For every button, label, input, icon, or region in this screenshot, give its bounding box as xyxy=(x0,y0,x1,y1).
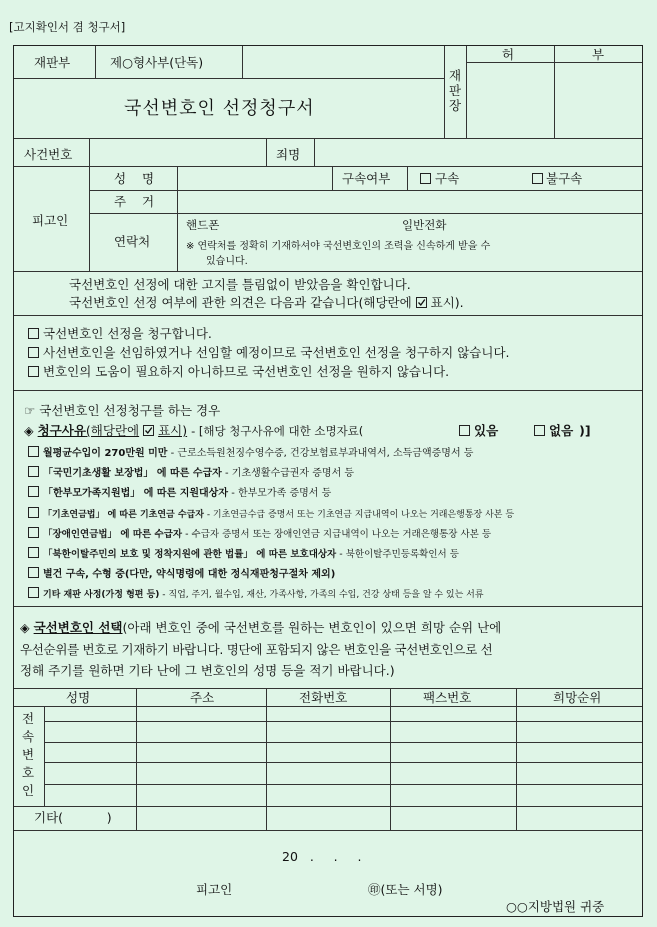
pointing-hand-icon: ☞ xyxy=(24,403,36,418)
addressee: ○○지방법원 귀중 xyxy=(506,899,605,914)
selection-line-1: ◈ 국선변호인 선택(아래 변호인 중에 국선변호를 원하는 변호인이 있으면 희망 순위 난에 xyxy=(20,620,502,635)
judge-heo: 허 xyxy=(502,47,515,62)
notice-2: 국선변호인 선정 여부에 관한 의견은 다음과 같습니다(해당란에 표시). xyxy=(69,295,464,310)
reason-checkbox[interactable] xyxy=(28,446,39,457)
signer-label: 피고인 xyxy=(196,882,233,897)
other-lawyer-label: 기타( ) xyxy=(34,810,112,825)
court-label: 재판부 xyxy=(34,55,71,70)
lawyer-header-fax: 팩스번호 xyxy=(423,690,472,705)
option-private-lawyer-checkbox[interactable] xyxy=(28,347,39,358)
defendant-contact-label: 연락처 xyxy=(114,234,151,249)
option-request-checkbox[interactable] xyxy=(28,328,39,339)
lawyer-header-name: 성명 xyxy=(66,690,91,705)
seal-label: ㊞(또는 서명) xyxy=(368,882,443,897)
reason-checkbox[interactable] xyxy=(28,466,39,477)
option-request[interactable]: 국선변호인 선정을 청구합니다. xyxy=(28,326,212,341)
reason-item[interactable]: 「북한이탈주민의 보호 및 정착지원에 관한 법률」 에 따른 보호대상자 - 북한이탈주민등록확인서 등 xyxy=(28,547,459,562)
reason-item[interactable]: 월평균수입이 270만원 미만 - 근로소득원천징수영수증, 건강보험료부과내역서, 소득금액증명서 등 xyxy=(28,446,473,461)
notice-1: 국선변호인 선정에 대한 고지를 틀림없이 받았음을 확인합니다. xyxy=(69,277,411,292)
request-form xyxy=(13,45,643,917)
judge-label: 재 판 장 xyxy=(448,68,462,113)
date-line: 20 . . . xyxy=(282,849,362,864)
option-private-lawyer[interactable]: 사선변호인을 선임하였거나 선임할 예정이므로 국선변호인 선정을 청구하지 않습니다. xyxy=(28,345,510,360)
detention-label: 구속여부 xyxy=(342,171,391,186)
judge-bu: 부 xyxy=(592,47,605,62)
evidence-none-option[interactable]: 없음 )] xyxy=(534,423,591,438)
exclusive-lawyer-label: 전 속 변 호 인 xyxy=(21,711,35,798)
defendant-name-label: 성 명 xyxy=(114,171,161,186)
contact-note-2: 있습니다. xyxy=(206,256,248,267)
lawyer-header-phone: 전화번호 xyxy=(299,690,348,705)
form-header-label: [고지확인서 겸 청구서] xyxy=(9,20,126,34)
form-title: 국선변호인 선정청구서 xyxy=(124,98,315,119)
not-detained-checkbox[interactable] xyxy=(532,173,543,184)
reason-checkbox[interactable] xyxy=(28,567,39,578)
reason-item[interactable]: 「국민기초생활 보장법」 에 따른 수급자 - 기초생활수급권자 증명서 등 xyxy=(28,466,354,481)
crime-label: 죄명 xyxy=(276,147,301,162)
reason-item[interactable]: 「장애인연금법」 에 따른 수급자 - 수급자 증명서 또는 장애인연금 지급내역이 나오는 거래은행통장 사본 등 xyxy=(28,527,491,542)
evidence-has-checkbox[interactable] xyxy=(459,425,470,436)
diamond-icon: ◈ xyxy=(20,620,30,635)
reason-item[interactable]: 별건 구속, 수형 중(다만, 약식명령에 대한 정식재판청구절차 제외) xyxy=(28,567,335,582)
selection-line-2: 우선순위를 번호로 기재하기 바랍니다. 명단에 포함되지 않은 변호인을 국선변호인으로 선 xyxy=(20,642,493,657)
reason-item[interactable]: 기타 재판 사정(가정 형편 등) - 직업, 주거, 월수입, 재산, 가족사항, 가족의 수입, 건강 상태 등을 알 수 있는 서류 xyxy=(28,587,484,603)
detained-checkbox[interactable] xyxy=(420,173,431,184)
defendant-label: 피고인 xyxy=(32,213,69,228)
evidence-none-checkbox[interactable] xyxy=(534,425,545,436)
reason-title-line: ◈ 청구사유(해당란에 표시) - [해당 청구사유에 대한 소명자료( xyxy=(24,423,364,438)
lawyer-header-address: 주소 xyxy=(190,690,215,705)
contact-note-1: ※ 연락처를 정확히 기재하셔야 국선변호인의 조력을 신속하게 받을 수 xyxy=(186,241,491,252)
reason-item[interactable]: 「기초연금법」 에 따른 기초연금 수급자 - 기초연금수급 증명서 또는 기초연금 지급내역이 나오는 거래은행통장 사본 등 xyxy=(28,507,514,523)
check-mark-icon xyxy=(143,425,154,436)
diamond-icon: ◈ xyxy=(24,423,34,438)
selection-line-3: 정해 주기를 원하면 기타 난에 그 변호인의 성명 등을 적기 바랍니다.) xyxy=(20,663,395,678)
case-number-label: 사건번호 xyxy=(24,147,73,162)
reason-item[interactable]: 「한부모가족지원법」 에 따른 지원대상자 - 한부모가족 증명서 등 xyxy=(28,486,331,501)
evidence-has-option[interactable]: 있음 xyxy=(459,423,498,438)
mobile-label: 핸드폰 xyxy=(186,218,220,232)
check-mark-icon xyxy=(416,297,427,308)
option-no-lawyer[interactable]: 변호인의 도움이 필요하지 아니하므로 국선변호인 선정을 원하지 않습니다. xyxy=(28,364,449,379)
reason-checkbox[interactable] xyxy=(28,486,39,497)
reason-checkbox[interactable] xyxy=(28,587,39,598)
phone-label: 일반전화 xyxy=(402,218,447,232)
option-no-lawyer-checkbox[interactable] xyxy=(28,366,39,377)
court-value: 제○형사부(단독) xyxy=(110,55,204,70)
defendant-address-label: 주 거 xyxy=(114,194,161,209)
not-detained-option[interactable]: 불구속 xyxy=(532,171,582,186)
reason-checkbox[interactable] xyxy=(28,547,39,558)
detained-option[interactable]: 구속 xyxy=(420,171,459,186)
request-case-heading: ☞ 국선변호인 선정청구를 하는 경우 xyxy=(24,403,221,418)
lawyer-header-priority: 희망순위 xyxy=(553,690,602,705)
reason-checkbox[interactable] xyxy=(28,527,39,538)
reason-checkbox[interactable] xyxy=(28,507,39,518)
